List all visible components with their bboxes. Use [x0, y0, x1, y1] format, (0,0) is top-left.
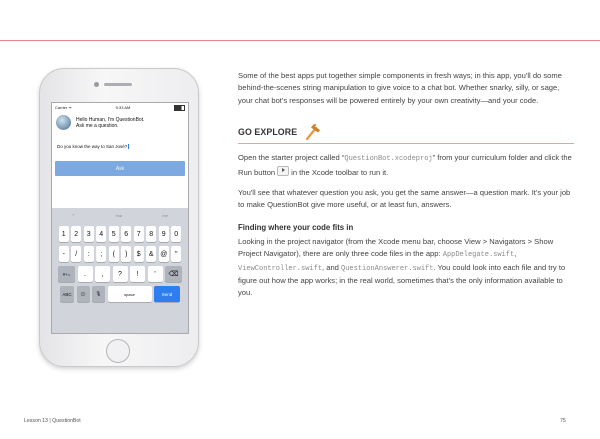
- key[interactable]: 5: [109, 226, 119, 242]
- page-number: 75: [560, 418, 566, 424]
- speaker-grille: [104, 83, 132, 86]
- key[interactable]: 8: [146, 226, 156, 242]
- text-run: in the Xcode toolbar to run it.: [291, 167, 389, 177]
- text-column: [238, 70, 574, 308]
- suggestion[interactable]: "": [72, 212, 75, 218]
- ask-button[interactable]: Ask: [55, 161, 185, 176]
- same-answer-paragraph: You'll see that whatever question you ask, you get the same answer—a question mark. It's your job to make QuestionBot give more useful, or at least fun, answers.: [238, 188, 571, 210]
- key-row-symbols: [52, 246, 188, 262]
- go-explore-title: GO EXPLORE: [238, 127, 298, 138]
- backspace-icon[interactable]: ⌫: [165, 266, 182, 282]
- top-rule: [0, 40, 600, 41]
- bot-message-line: Ask me a question.: [76, 122, 119, 129]
- key[interactable]: 3: [84, 226, 94, 242]
- key[interactable]: :: [84, 246, 94, 262]
- code-file-name: ViewController.swift: [238, 264, 323, 273]
- symbols-toggle-key[interactable]: #+=: [58, 266, 75, 282]
- suggestion-bar: [52, 208, 188, 222]
- home-button: [106, 339, 130, 363]
- key[interactable]: &: [146, 246, 156, 262]
- bot-message-text: [76, 117, 144, 129]
- bot-avatar-icon: [56, 115, 71, 130]
- key[interactable]: $: [134, 246, 144, 262]
- code-file-name: AppDelegate.swift: [442, 251, 515, 260]
- text-run: Open the starter project called “: [238, 153, 345, 163]
- key[interactable]: 1: [59, 226, 69, 242]
- bot-message: [52, 112, 188, 133]
- key[interactable]: ;: [96, 246, 106, 262]
- carrier-label: Carrier ᯤ: [55, 104, 72, 110]
- key[interactable]: ): [121, 246, 131, 262]
- key[interactable]: 6: [121, 226, 131, 242]
- abc-key[interactable]: ABC: [60, 286, 74, 302]
- camera-icon: [94, 82, 99, 87]
- emoji-icon[interactable]: ☺: [77, 286, 90, 302]
- key[interactable]: !: [130, 266, 145, 282]
- microphone-icon[interactable]: 🎙: [92, 286, 105, 302]
- key-row-numbers: [52, 226, 188, 242]
- text-run: ,: [514, 249, 517, 259]
- question-input[interactable]: [55, 142, 185, 150]
- text-run: Looking in the project navigator (from the Xcode menu bar, choose View > Navigators > Show Project Navigator), there are only three code files in the app:: [238, 236, 554, 259]
- project-file-name: QuestionBot.xcodeproj: [344, 155, 433, 164]
- key-row-bottom: [52, 286, 188, 302]
- text-caret: [128, 144, 129, 149]
- question-text: Do you know the way to San José?: [57, 143, 128, 149]
- battery-icon: [174, 105, 185, 111]
- space-key[interactable]: space: [108, 286, 152, 302]
- code-file-name: QuestionAnswerer.swift: [341, 264, 434, 273]
- key-row-punctuation: [52, 266, 188, 282]
- suggestion[interactable]: me: [162, 212, 168, 218]
- phone-screen: [51, 102, 189, 334]
- text-run: . You could look into each file and try to figure out how the app works; in the real world, sometimes that's the only information available to you.: [238, 262, 566, 298]
- keyboard: [52, 208, 188, 333]
- key[interactable]: /: [71, 246, 81, 262]
- code-files-paragraph: [238, 236, 574, 300]
- key[interactable]: ?: [113, 266, 128, 282]
- status-time: 9:33 AM: [115, 105, 131, 110]
- go-explore-header: [238, 123, 574, 141]
- send-key[interactable]: Send: [154, 286, 180, 302]
- key[interactable]: .: [78, 266, 93, 282]
- key[interactable]: ": [171, 246, 181, 262]
- text-run: , and: [322, 262, 339, 272]
- key[interactable]: -: [59, 246, 69, 262]
- phone-illustration: [39, 68, 199, 367]
- footer-lesson: Lesson 13 | QuestionBot: [24, 418, 81, 424]
- text-run: ” from your curriculum folder and click the Run button: [238, 153, 572, 177]
- subheading: Finding where your code fits in: [238, 222, 354, 232]
- status-bar: [52, 103, 188, 112]
- key[interactable]: 2: [71, 226, 81, 242]
- key[interactable]: 9: [159, 226, 169, 242]
- section-rule: [238, 143, 574, 144]
- run-button-icon: [277, 166, 289, 176]
- intro-paragraph: Some of the best apps put together simple components in fresh ways; in this app, you'll do some behind-the-scenes string manipulation to give voice to a chat bot. Whether snarky, silly, or sage, your chat bot's responses will be powered entirely by your own creativity—and your code.: [238, 71, 562, 105]
- hammer-icon: [303, 123, 323, 141]
- key[interactable]: ': [148, 266, 163, 282]
- suggestion[interactable]: You: [115, 212, 123, 218]
- key[interactable]: @: [159, 246, 169, 262]
- key[interactable]: ,: [95, 266, 110, 282]
- open-project-paragraph: [238, 152, 574, 179]
- bot-message-line: Hello Human, I'm QuestionBot.: [76, 116, 145, 123]
- key[interactable]: 7: [134, 226, 144, 242]
- key[interactable]: 4: [96, 226, 106, 242]
- key[interactable]: (: [109, 246, 119, 262]
- key[interactable]: 0: [171, 226, 181, 242]
